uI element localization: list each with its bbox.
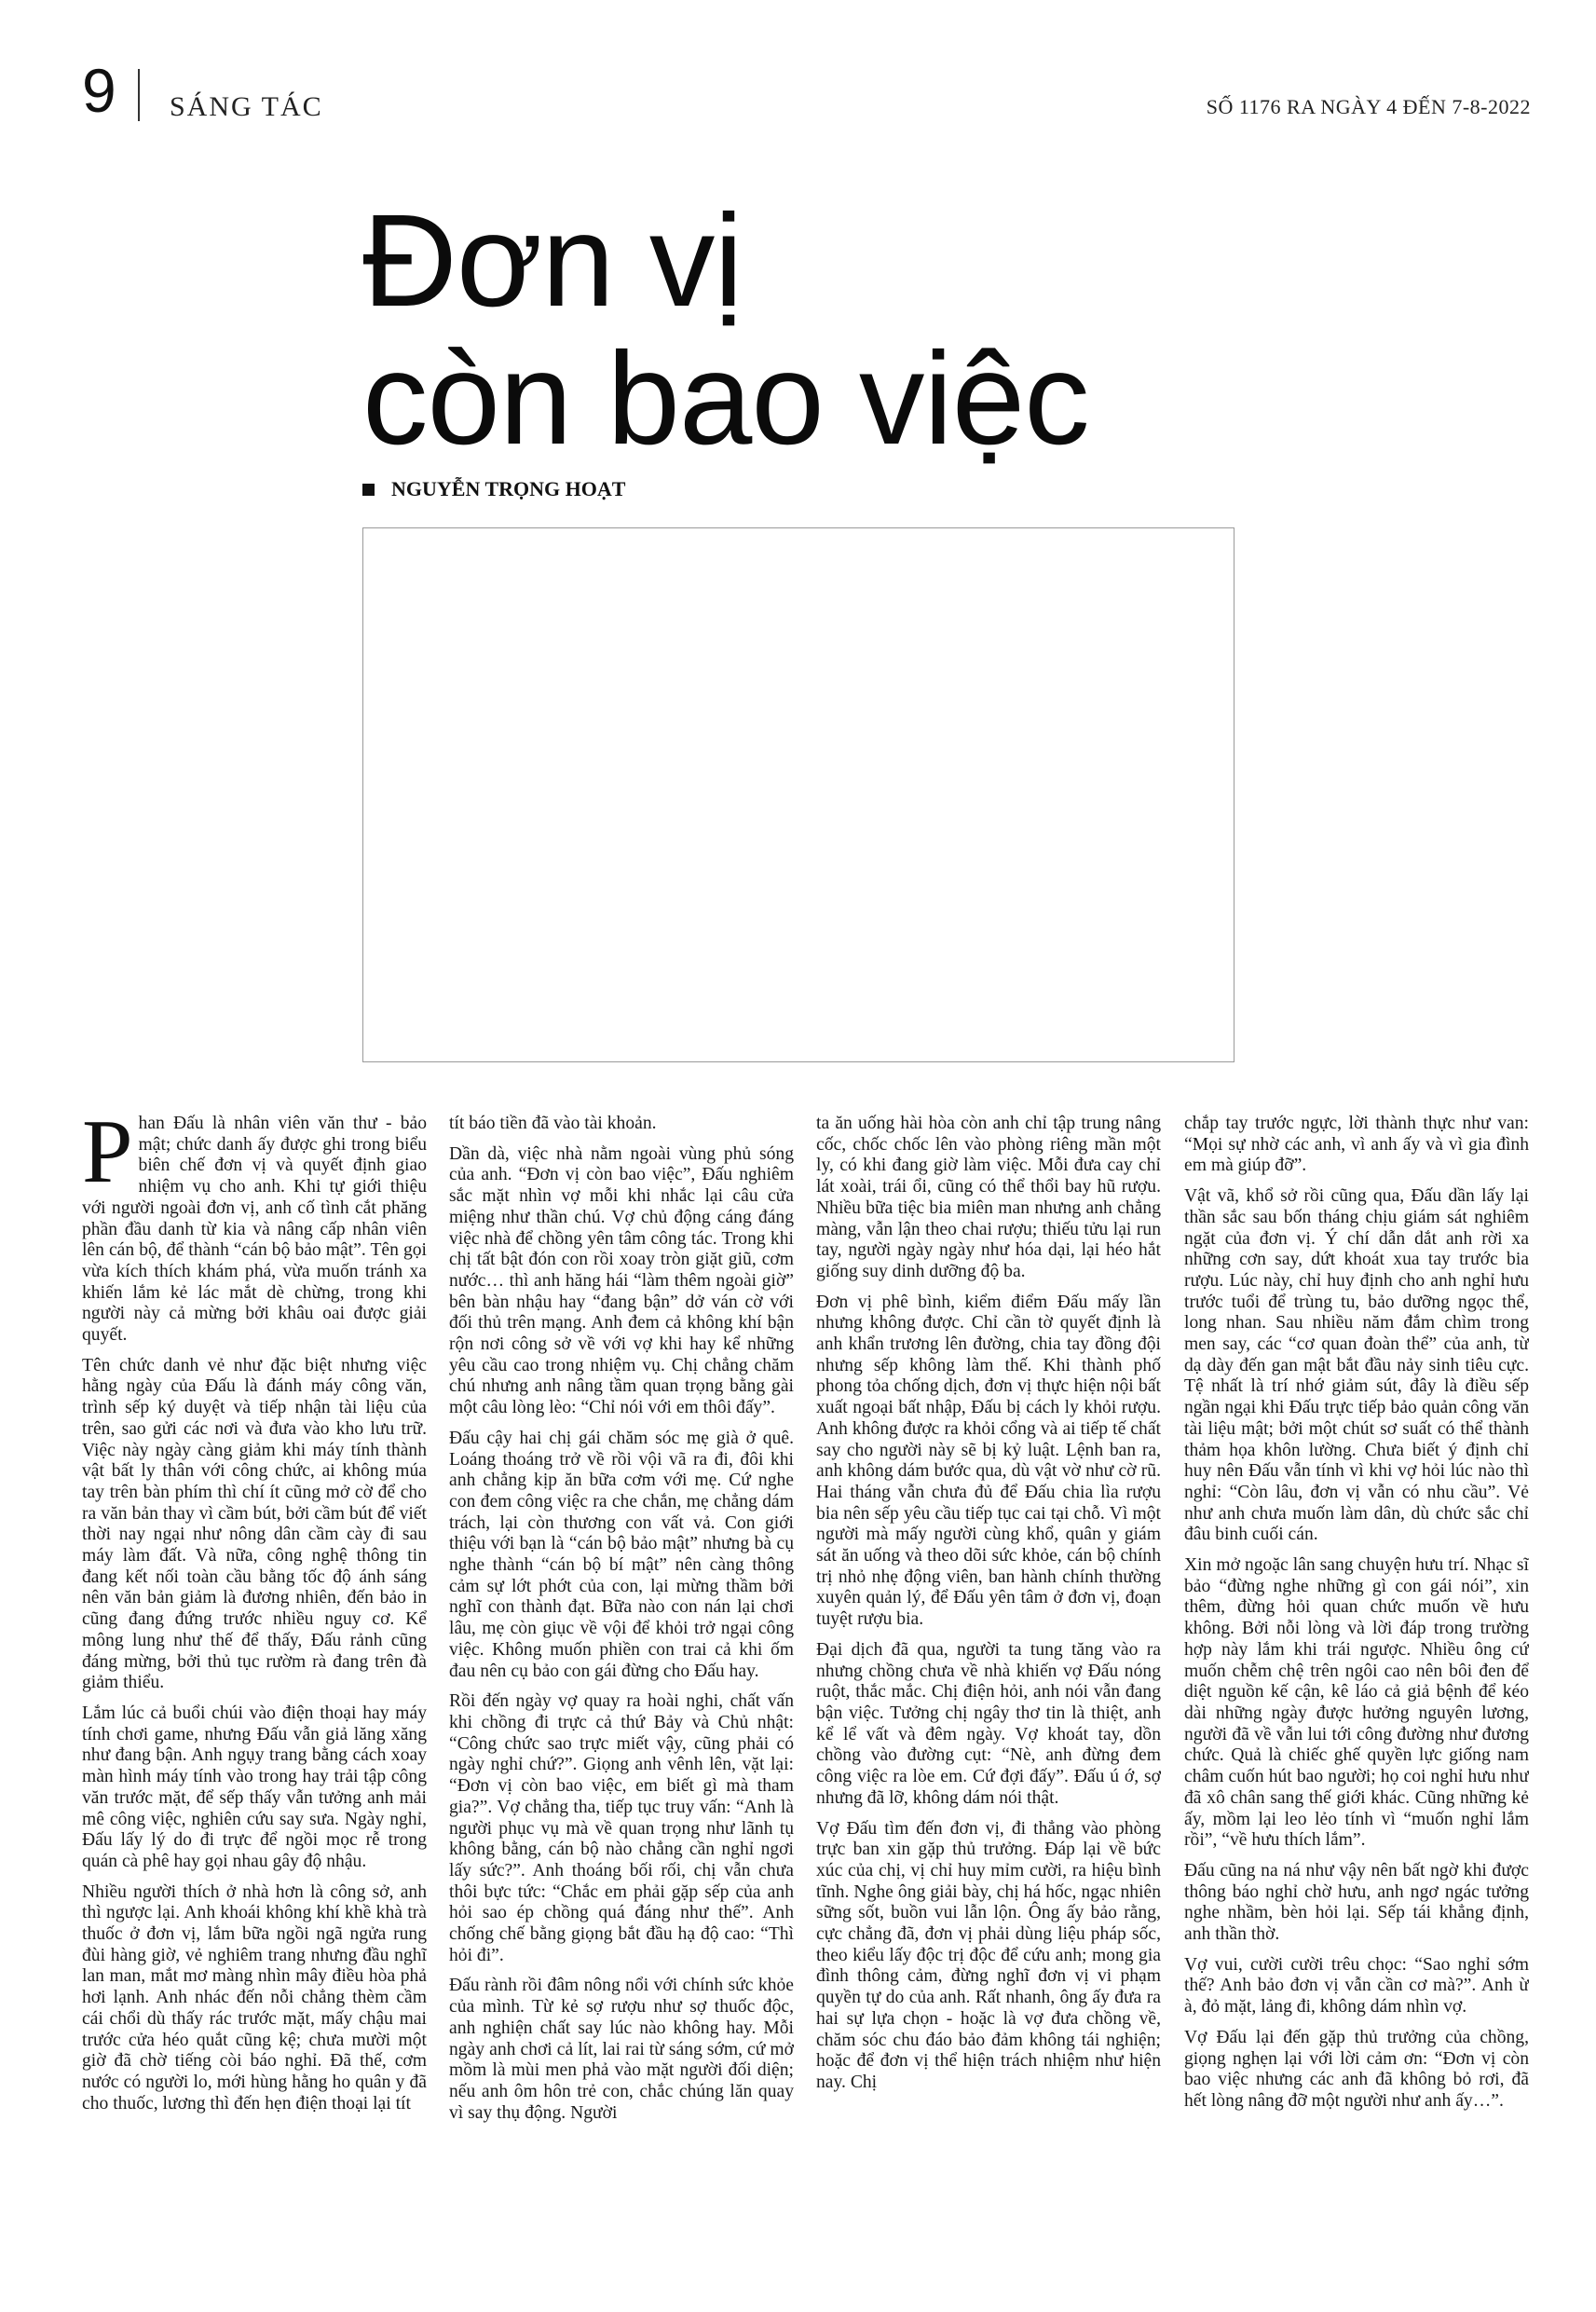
paragraph: Đại dịch đã qua, người ta tung tăng vào ra nhưng chồng chưa về nhà khiến vợ Đấu nóng ruột, thắc mắc. Chị điện hỏi, anh nói vẫn đang bận việc. Tưởng chị ngây thơ tin là thiệt, anh kể lể vất và đêm ngày. Vợ khoát tay, dồn chồng vào đường cụt: “Nè, anh đừng đem công việc ra lòe em. Cứ đợi đấy”. Đấu ú ớ, sợ nhưng đã lỡ, không dám nói thật. [816,1639,1161,1808]
title-line-2: còn bao việc [362,324,1089,472]
paragraph: Vợ Đấu tìm đến đơn vị, đi thẳng vào phòng trực ban xin gặp thủ trưởng. Đáp lại về bức xúc của chị, vị chỉ huy mỉm cười, ra hiệu bình tĩnh. Nghe ông giải bày, chị há hốc, ngạc nhiên sững sốt, buồn vui lẫn lộn. Ông ấy bảo rằng, cực chẳng đã, đơn vị phải dùng liệu pháp sốc, theo kiểu lấy độc trị độc để cứu anh; mong gia đình thông cảm, đừng nghĩ đơn vị vi phạm quyền tự do của anh. Rất nhanh, ông ấy đưa ra hai sự lựa chọn - hoặc là vợ đưa chồng về, chăm sóc chu đáo bảo đảm không tái nghiện; hoặc để đơn vị thể hiện trách nhiệm như hiện nay. Chị [816,1818,1161,2092]
paragraph: chắp tay trước ngực, lời thành thực như van: “Mọi sự nhờ các anh, vì anh ấy và vì gia đình em mà giúp đỡ”. [1184,1114,1529,1176]
paragraph: Đơn vị phê bình, kiểm điểm Đấu mấy lần nhưng không được. Chỉ cần tờ quyết định là anh khẩn trương lên đường, chia tay đồng đội nhưng sếp không làm thế. Khi thành phố phong tỏa chống dịch, đơn vị thực hiện nội bất xuất ngoại bất nhập, Đấu bị cách ly khỏi rượu. Anh không được ra khỏi cổng và ai tiếp tế chất say cho người này sẽ bị kỷ luật. Lệnh ban ra, anh không dám bước qua, dù vật vờ như cờ rũ. Hai tháng vẫn chưa đủ để Đấu chia lìa rượu bia nên sếp yêu cầu tiếp tục cai tại chỗ. Vì một người mà mấy người cùng khổ, quân y giám sát ăn uống và theo dõi sức khỏe, cán bộ chính trị nhỏ nhẹ động viên, ban hành chính thường xuyên quản lý, để Đấu yên tâm ở đơn vị, đoạn tuyệt rượu bia. [816,1292,1161,1630]
text-column-2 [449,1114,794,2288]
paragraph: Lắm lúc cả buổi chúi vào điện thoại hay máy tính chơi game, nhưng Đấu vẫn giả lăng xăng như đang bận. Anh ngụy trang bằng cách xoay màn hình máy tính vào trong hay trải tập công văn trước mặt, để sếp thấy vẫn tưởng anh mải mê công việc, nghiên cứu say sưa. Ngày nghỉ, Đấu lấy lý do đi trực để ngồi mọc rễ trong quán cà phê hay gọi nhau gây độ nhậu. [82,1703,427,1871]
paragraph: Đấu rành rồi đâm nông nổi với chính sức khỏe của mình. Từ kẻ sợ rượu như sợ thuốc độc, anh nghiện chất say lúc nào không hay. Mỗi ngày anh chơi cả lít, lai rai từ sáng sớm, cứ mở mồm là mùi men phả vào mặt người đối diện; nếu anh ôm hôn trẻ con, chắc chúng lăn quay vì say thụ động. Người [449,1976,794,2123]
drop-cap: P [82,1114,133,1202]
article-title [362,186,1089,472]
paragraph: Dần dà, việc nhà nằm ngoài vùng phủ sóng của anh. “Đơn vị còn bao việc”, Đấu nghiêm sắc mặt nhìn vợ mỗi khi nhắc lại câu cửa miệng như thần chú. Vợ chủ động cáng đáng việc nhà để chồng yên tâm công tác. Trong khi chị tất bật đón con rồi xoay tròn giặt giũ, cơm nước… thì anh hăng hái “làm thêm ngoài giờ” bên bàn nhậu hay “đang bận” dở ván cờ với đối thủ trên mạng. Anh đem cả không khí bận rộn nơi công sở về với vợ khi hay kể những yêu cầu cao trong nhiệm vụ. Chị chẳng chăm chú nhưng anh nâng tầm quan trọng bằng gài một câu lòng lèo: “Chỉ nói với em thôi đấy”. [449,1143,794,1418]
paragraph: ta ăn uống hài hòa còn anh chỉ tập trung nâng cốc, chốc chốc lên vào phòng riêng mần một ly, có khi đang giờ làm việc. Mỗi đưa cay chỉ lát xoài, trái ổi, cũng có thể thổi bay hũ rượu. Nhiều bữa tiệc bia miên man nhưng anh chẳng màng, vẫn lận theo chai rượu; thiếu tửu lại run tay, người ngày ngày như hóa dại, lại héo hắt giống suy dinh dưỡng độ ba. [816,1114,1161,1281]
text-column-1 [82,1114,427,2288]
header-divider [138,69,140,121]
author-name: NGUYỄN TRỌNG HOẠT [391,477,626,500]
paragraph: tít báo tiền đã vào tài khoản. [449,1114,657,1133]
page-number: 9 [82,56,116,125]
paragraph: Đấu cũng na ná như vậy nên bất ngờ khi được thông báo nghỉ chờ hưu, anh ngơ ngác tưởng nghe nhầm, bèn hỏi lại. Sếp tái khẳng định, anh thần thờ. [1184,1860,1529,1945]
issue-info: SỐ 1176 RA NGÀY 4 ĐẾN 7-8-2022 [1206,95,1531,118]
text-column-3 [816,1114,1161,2288]
section-label: SÁNG TÁC [170,91,323,122]
article-image-frame [362,527,1235,1062]
paragraph: Rồi đến ngày vợ quay ra hoài nghi, chất vấn khi chồng đi trực cả thứ Bảy và Chủ nhật: “Công chức sao trực miết vậy, cũng phải có ngày nghỉ chứ?”. Giọng anh vênh lên, vặt lại: “Đơn vị còn bao việc, em biết gì mà tham gia?”. Vợ chẳng tha, tiếp tục truy vấn: “Anh là người phục vụ mà về quan trọng như lãnh tụ không bằng, cán bộ nào chẳng cần nghỉ ngơi lấy sức?”. Anh thoáng bối rối, chị vẫn chưa thôi bực tức: “Chắc em phải gặp sếp của anh hỏi sao ép chồng quá đáng như thế”. Anh chống chế bằng giọng bắt đầu hạ độ cao: “Thì hỏi đi”. [449,1691,794,1965]
title-line-1: Đơn vị [362,186,743,334]
paragraph: Vợ Đấu lại đến gặp thủ trưởng của chồng, giọng nghẹn lại với lời cảm ơn: “Đơn vị còn bao việc nhưng các anh đã không bỏ rơi, đã hết lòng nâng đỡ một người như anh ấy…”. [1184,2027,1529,2111]
paragraph: Nhiều người thích ở nhà hơn là công sở, anh thì ngược lại. Anh khoái không khí khề khà trà thuốc ở đơn vị, lắm bữa ngồi ngã ngửa rung đùi hàng giờ, vẻ nghiêm trang nhưng đầu nghĩ lan man, mắt mơ màng nhìn mây điều hòa phả hơi lạnh. Anh nhác đến nỗi chẳng thèm cầm cái chổi dù thấy rác trước mặt, mấy chậu mai trước cửa héo quắt cũng kệ; chưa mười một giờ đã chờ tiếng còi báo nghỉ. Đã thế, cơm nước có người lo, mới hùng hằng ho quân y đã cho thuốc, lương thì đến hẹn điện thoại lại tít [82,1881,427,2114]
author-byline [362,477,625,501]
paragraph: Vợ vui, cười cười trêu chọc: “Sao nghỉ sớm thế? Anh bảo đơn vị vẫn cần cơ mà?”. Anh ừ à, đỏ mặt, lảng đi, không dám nhìn vợ. [1184,1954,1529,2018]
paragraph: Vật vã, khổ sở rồi cũng qua, Đấu dần lấy lại thần sắc sau bốn tháng chịu giám sát nghiêm ngặt của đơn vị. Ý chí dẫn dắt anh rời xa những cơn say, dứt khoát xua tay trước bia rượu. Lúc này, chỉ huy định cho anh nghỉ hưu trước tuổi để trùng tu, bảo dưỡng ngọc thể, long nhan. Sau nhiều năm đắm chìm trong men say, các “cơ quan đoàn thể” của anh, từ dạ dày đến gan mật bắt đầu nảy sinh tiêu cực. Tệ nhất là trí nhớ giảm sút, đây là điều sếp ngần ngại khi Đấu trực tiếp bảo quản công văn tài liệu mật; bởi một chút sơ suất có thể thành thảm họa khôn lường. Chưa biết ý định chỉ huy nên Đấu vẫn tính vì khi vợ hỏi lúc nào thì nghỉ: “Còn lâu, đơn vị vẫn có nhu cầu”. Vẻ như anh chưa muốn làm dân, dù chức sắc chỉ đâu binh cuối cán. [1184,1186,1529,1545]
text-column-4 [1184,1114,1529,2288]
paragraph-text: han Đấu là nhân viên văn thư - bảo mật; chức danh ấy được ghi trong biểu biên chế đơn vị và quyết định giao nhiệm vụ cho anh. Khi tự giới thiệu với người ngoài đơn vị, anh cố tình cắt phăng phần đầu danh từ kia và nâng cấp nhân viên lên cán bộ, để thành “cán bộ bảo mật”. Tên gọi vừa kích thích khám phá, vừa muốn tránh xa khiến lắm kẻ lác mắt dè chừng, trong khi người này cả mừng bởi khâu oai được giải quyết. [82,1114,427,1346]
paragraph: Tên chức danh vẻ như đặc biệt nhưng việc hằng ngày của Đấu là đánh máy công văn, trình sếp ký duyệt và tiếp nhận tài liệu của trên, sao gửi các nơi và đưa vào kho lưu trữ. Việc này ngày càng giảm khi máy tính thành vật bất ly thân với công chức, ai không múa tay trên bàn phím thì chí ít cũng mở cờ để cho ra văn bản thay vì cầm bút, bởi cầm bút để viết thời nay ngại như nông dân cầm cày đi sau máy làm đất. Và nữa, công nghệ thông tin đang kết nối toàn cầu bằng tốc độ ánh sáng nên văn bản giảm là đương nhiên, đến bảo in cũng đang đứng trước nhiều nguy cơ. Kể mông lung như thế để thấy, Đấu rảnh cũng đáng mừng, bởi thủ tục rườm rà đang trên đà giảm thiểu. [82,1355,427,1693]
paragraph: Xin mở ngoặc lân sang chuyện hưu trí. Nhạc sĩ bảo “đừng nghe những gì con gái nói”, xin thêm, đừng hỏi quan chức muốn về hưu không. Bởi nỗi lòng và lời đáp trong trường hợp này lắm khi trái ngược. Nhiều ông cứ muốn chễm chệ trên ngôi cao nên bôi đen để diệt nguồn kế cận, kê láo cả giả bệnh để kéo dài những ngày được hưởng nguyên lương, người đã về vẫn lui tới công đường như đương chức. Quả là chiếc ghế quyền lực giống nam châm cuốn hút bao người; họ coi nghỉ hưu như đã xô chân sang thế giới khác. Cũng những kẻ ấy, mồm lại leo lẻo tính vì “muốn nghỉ lắm rồi”, “về hưu thích lắm”. [1184,1555,1529,1851]
page-header [82,58,1531,123]
paragraph: Đấu cậy hai chị gái chăm sóc mẹ già ở quê. Loáng thoáng trở về rồi vội vã ra đi, đôi khi anh chẳng kịp ăn bữa cơm với mẹ. Cứ nghe con đem công việc ra che chắn, mẹ chẳng dám trách, lại còn thương con vất vả. Con giới thiệu với bạn là “cán bộ bảo mật” nhưng bà cụ nghe thành “cán bộ bí mật” nên càng thông cảm sự lớt phớt của con, lại mừng thầm bởi nghĩ con thành đạt. Bữa nào con nán lại chơi lâu, mẹ còn giục về vội để khỏi trở ngại công việc. Không muốn phiền con trai cả khi ốm đau nên cụ bảo con gái đừng cho Đấu hay. [449,1428,794,1681]
paragraph [82,1114,427,1347]
bullet-square-icon [362,484,375,496]
